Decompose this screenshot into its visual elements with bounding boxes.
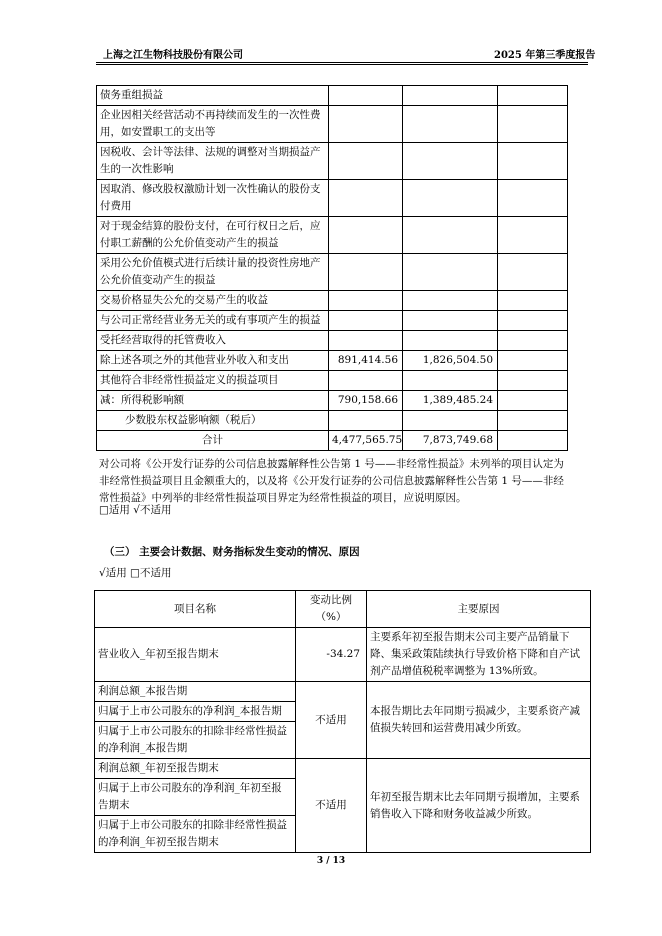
amount-cell xyxy=(329,371,403,391)
change-reasons-table xyxy=(94,590,591,853)
item-name: 归属于上市公司股东的扣除非经常性损益的净利润_本报告期 xyxy=(95,722,296,759)
table-row xyxy=(97,143,568,180)
non-recurring-items-table xyxy=(96,85,568,451)
change-ratio: 不适用 xyxy=(296,759,367,853)
change-ratio: 不适用 xyxy=(296,682,367,759)
amount-cell xyxy=(403,86,498,106)
amount-cell: 790,158.66 xyxy=(329,391,403,411)
item-label: 受托经营取得的托管费收入 xyxy=(97,331,329,351)
item-label: 对于现金结算的股份支付，在可行权日之后，应付职工薪酬的公允价值变动产生的损益 xyxy=(97,217,329,254)
amount-cell xyxy=(329,311,403,331)
amount-cell: 1,826,504.50 xyxy=(403,351,498,371)
amount-cell xyxy=(403,180,498,217)
amount-cell xyxy=(403,411,498,431)
table-row xyxy=(97,86,568,106)
table-row xyxy=(95,682,591,702)
amount-cell xyxy=(498,351,568,371)
header-row xyxy=(95,591,591,628)
header-main-reason: 主要原因 xyxy=(367,591,591,628)
amount-cell xyxy=(498,411,568,431)
table-row xyxy=(95,759,591,779)
amount-cell xyxy=(329,331,403,351)
item-label: 因取消、修改股权激励计划一次性确认的股份支付费用 xyxy=(97,180,329,217)
amount-cell xyxy=(498,391,568,411)
item-name: 归属于上市公司股东的扣除非经常性损益的净利润_年初至报告期末 xyxy=(95,816,296,853)
table-row xyxy=(97,411,568,431)
amount-cell xyxy=(329,291,403,311)
amount-cell xyxy=(403,217,498,254)
header-change-ratio: 变动比例（%） xyxy=(296,591,367,628)
item-label: 采用公允价值模式进行后续计量的投资性房地产公允价值变动产生的损益 xyxy=(97,254,329,291)
amount-cell xyxy=(403,143,498,180)
item-label: 债务重组损益 xyxy=(97,86,329,106)
applicability-option-1: □适用 √不适用 xyxy=(99,504,172,516)
amount-cell xyxy=(403,106,498,143)
amount-cell: 7,873,749.68 xyxy=(403,431,498,451)
amount-cell xyxy=(403,371,498,391)
amount-cell xyxy=(498,180,568,217)
amount-cell xyxy=(498,311,568,331)
item-name: 归属于上市公司股东的净利润_年初至报告期末 xyxy=(95,779,296,816)
item-label: 因税收、会计等法律、法规的调整对当期损益产生的一次性影响 xyxy=(97,143,329,180)
table-row xyxy=(97,106,568,143)
amount-cell xyxy=(329,143,403,180)
table-row xyxy=(97,291,568,311)
table-row xyxy=(97,254,568,291)
item-label: 合计 xyxy=(97,431,329,451)
report-title: 2025 年第三季度报告 xyxy=(494,50,596,61)
page-number: 3 / 13 xyxy=(316,856,346,866)
table-row xyxy=(97,431,568,451)
amount-cell xyxy=(498,254,568,291)
amount-cell xyxy=(498,431,568,451)
amount-cell xyxy=(329,106,403,143)
amount-cell xyxy=(498,106,568,143)
amount-cell xyxy=(329,86,403,106)
amount-cell xyxy=(498,86,568,106)
amount-cell xyxy=(403,331,498,351)
item-label: 少数股东权益影响额（税后） xyxy=(97,411,329,431)
item-name: 利润总额_年初至报告期末 xyxy=(95,759,296,779)
header-item-name: 项目名称 xyxy=(95,591,296,628)
amount-cell xyxy=(329,411,403,431)
applicability-option-2: √适用 □不适用 xyxy=(99,567,172,579)
explanation-note: 对公司将《公开发行证券的公司信息披露解释性公告第 1 号——非经常性损益》未列举的项目认定为非经常性损益项目且金额重大的，以及将《公开发行证券的公司信息披露解释性公告第 1 号——非经常性损益》中列举的非经常性损益项目界定为经常性损益的项目，应说明原因。 xyxy=(99,458,564,504)
table-row xyxy=(97,371,568,391)
amount-cell: 891,414.56 xyxy=(329,351,403,371)
item-label: 企业因相关经营活动不再持续而发生的一次性费用，如安置职工的支出等 xyxy=(97,106,329,143)
amount-cell xyxy=(329,217,403,254)
header-rule xyxy=(96,62,588,63)
amount-cell xyxy=(403,311,498,331)
header-rule-2 xyxy=(96,64,588,65)
table-row xyxy=(97,180,568,217)
item-label: 除上述各项之外的其他营业外收入和支出 xyxy=(97,351,329,371)
main-reason: 主要系年初至报告期末公司主要产品销量下降、集采政策陆续执行导致价格下降和自产试剂产品增值税税率调整为 13%所致。 xyxy=(367,628,591,682)
main-reason: 年初至报告期末比去年同期亏损增加，主要系销售收入下降和财务收益减少所致。 xyxy=(367,759,591,853)
item-name: 营业收入_年初至报告期末 xyxy=(95,628,296,682)
table-row xyxy=(97,391,568,411)
main-reason: 本报告期比去年同期亏损减少，主要系资产减值损失转回和运营费用减少所致。 xyxy=(367,682,591,759)
section-title: （三） 主要会计数据、财务指标发生变动的情况、原因 xyxy=(104,546,360,558)
amount-cell xyxy=(403,291,498,311)
item-label: 减：所得税影响额 xyxy=(97,391,329,411)
amount-cell xyxy=(498,371,568,391)
item-label: 交易价格显失公允的交易产生的收益 xyxy=(97,291,329,311)
amount-cell xyxy=(329,254,403,291)
amount-cell: 1,389,485.24 xyxy=(403,391,498,411)
change-ratio: -34.27 xyxy=(296,628,367,682)
table-row xyxy=(97,217,568,254)
item-label: 与公司正常经营业务无关的或有事项产生的损益 xyxy=(97,311,329,331)
amount-cell xyxy=(498,217,568,254)
amount-cell xyxy=(498,291,568,311)
amount-cell: 4,477,565.75 xyxy=(329,431,403,451)
table-row xyxy=(97,331,568,351)
table-row xyxy=(95,628,591,682)
table-row xyxy=(97,311,568,331)
amount-cell xyxy=(498,331,568,351)
item-name: 利润总额_本报告期 xyxy=(95,682,296,702)
amount-cell xyxy=(329,180,403,217)
company-name: 上海之江生物科技股份有限公司 xyxy=(103,50,243,61)
amount-cell xyxy=(498,143,568,180)
table-row xyxy=(97,351,568,371)
amount-cell xyxy=(403,254,498,291)
item-name: 归属于上市公司股东的净利润_本报告期 xyxy=(95,702,296,722)
item-label: 其他符合非经常性损益定义的损益项目 xyxy=(97,371,329,391)
